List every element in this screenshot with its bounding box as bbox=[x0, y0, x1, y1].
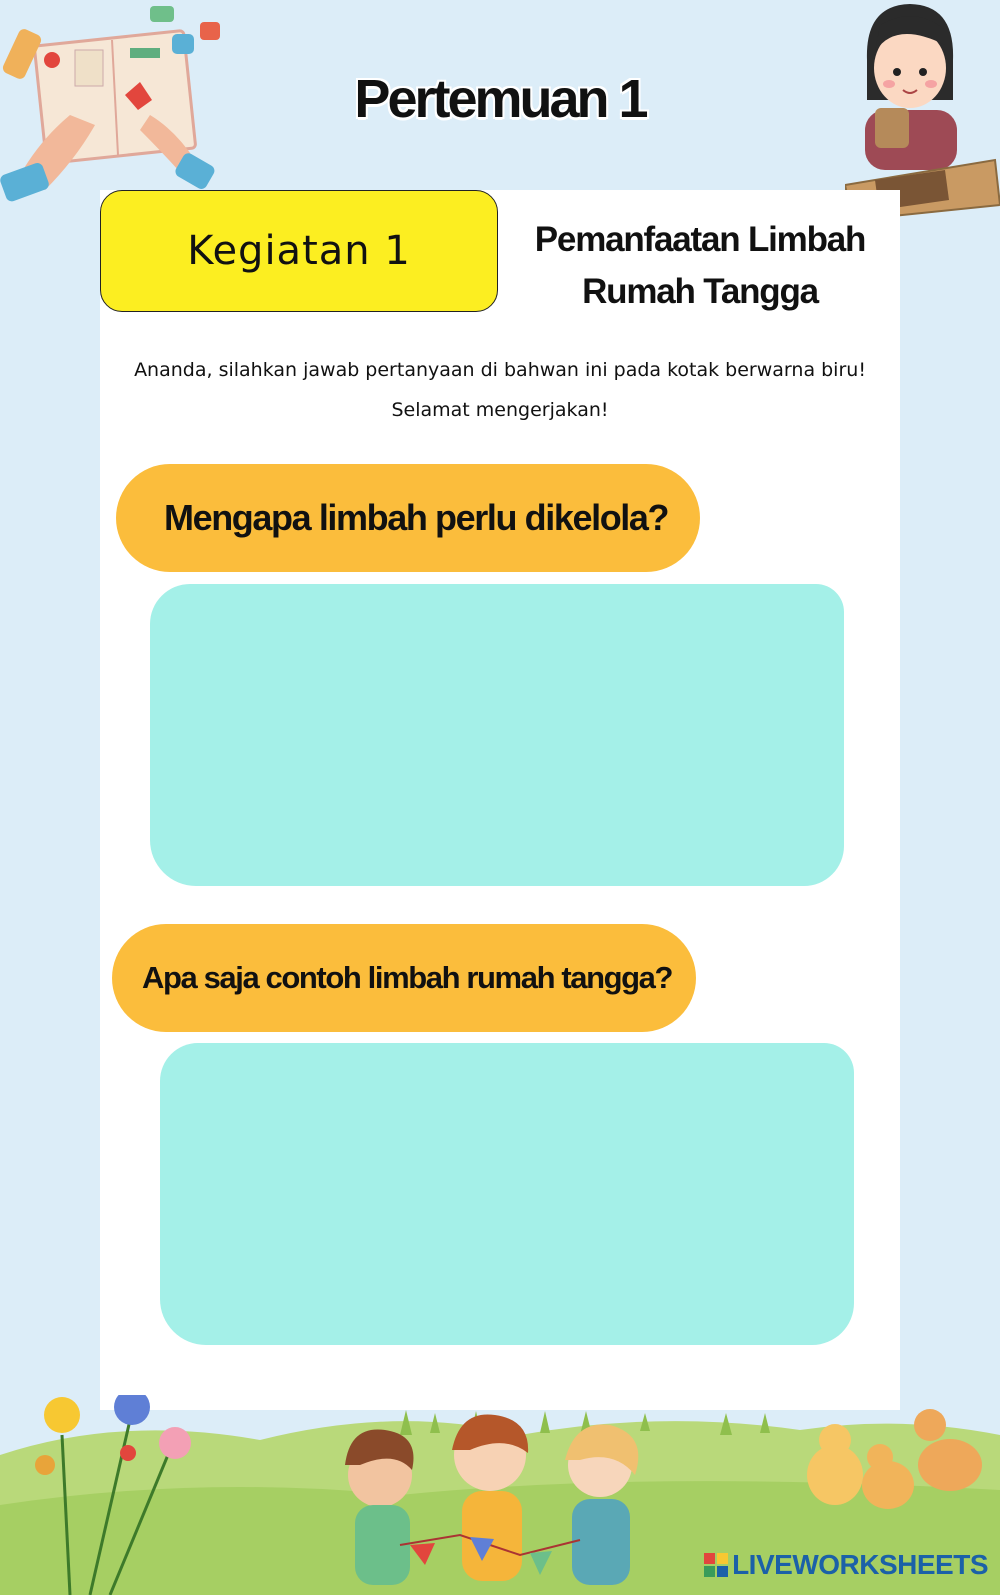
instruction-line1: Ananda, silahkan jawab pertanyaan di bahwan ini pada kotak berwarna biru! bbox=[134, 359, 866, 381]
topic-title-line1: Pemanfaatan Limbah bbox=[534, 220, 866, 259]
watermark-text: LIVEWORKSHEETS bbox=[732, 1549, 988, 1580]
question-1-text: Mengapa limbah perlu dikelola? bbox=[164, 497, 669, 538]
answer-2-input[interactable] bbox=[160, 1043, 854, 1345]
instructions bbox=[100, 350, 900, 430]
topic-title-line2: Rumah Tangga bbox=[582, 272, 818, 311]
question-1-label bbox=[116, 464, 700, 572]
liveworksheets-logo bbox=[704, 1549, 988, 1581]
activity-label-box bbox=[100, 190, 498, 312]
liveworksheets-icon bbox=[704, 1553, 728, 1577]
question-2-label bbox=[112, 924, 696, 1032]
topic-title bbox=[510, 214, 890, 318]
question-2-text: Apa saja contoh limbah rumah tangga? bbox=[142, 960, 673, 995]
page-title: Pertemuan 1 bbox=[354, 69, 646, 129]
answer-1-input[interactable] bbox=[150, 584, 844, 886]
activity-label: Kegiatan 1 bbox=[187, 228, 411, 274]
instruction-line2: Selamat mengerjakan! bbox=[391, 399, 609, 421]
